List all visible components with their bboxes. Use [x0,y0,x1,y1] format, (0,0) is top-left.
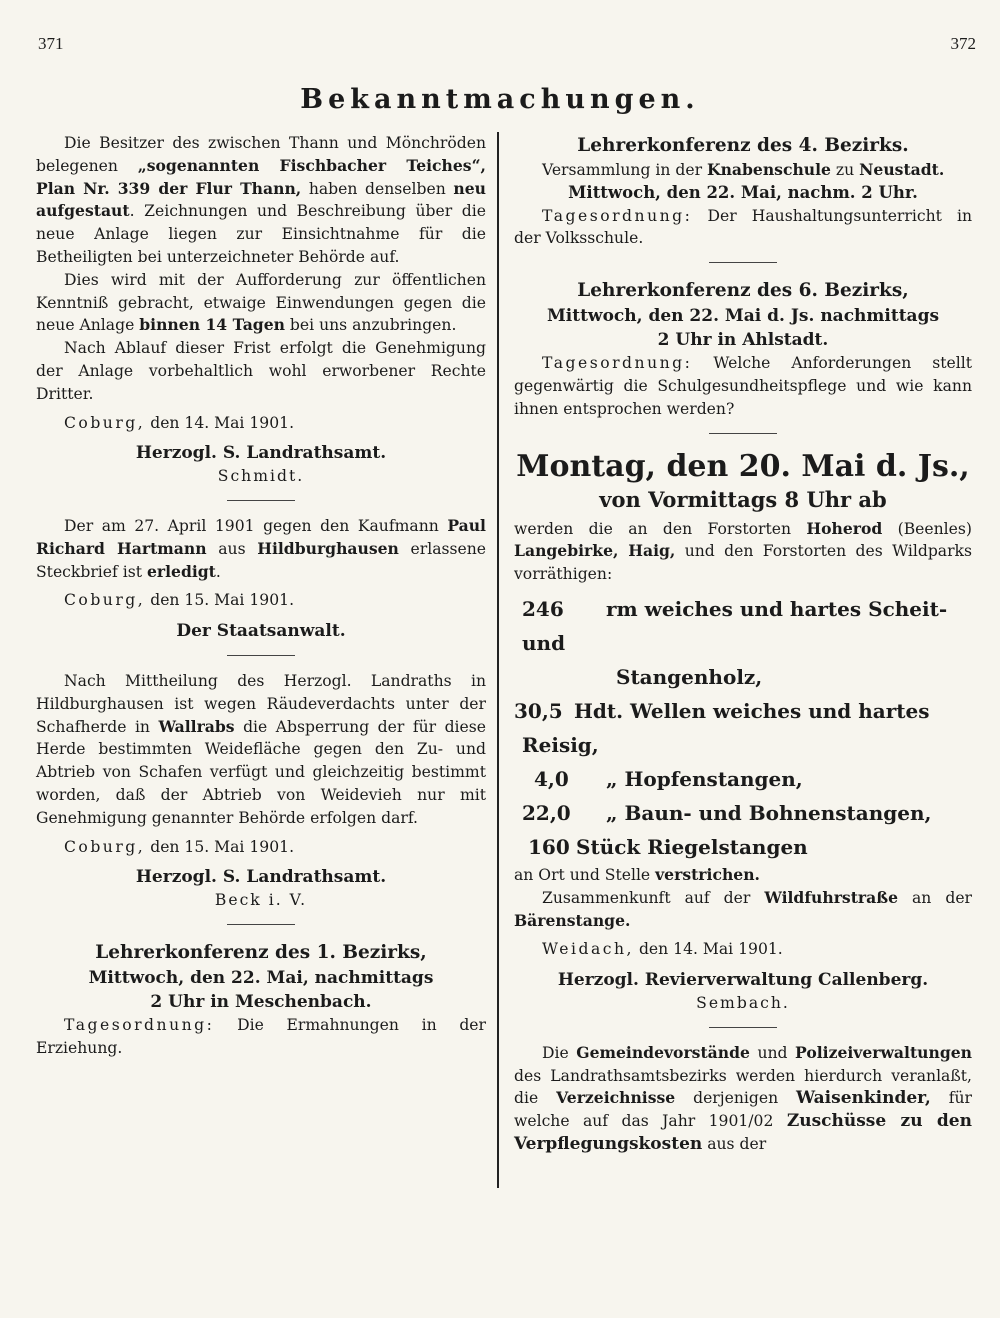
text-run: . Zeichnungen und Beschreibung über die neue Anlage liegen zur Einsichtnahme für die Betheiligten bei unterzeichneter Behörde auf. [36,202,486,266]
notice-paragraph [36,269,486,337]
bold-run: verstrichen. [655,864,760,884]
notice-lehrerkonferenz-1 [36,939,486,1060]
text-run: derjenigen [675,1089,797,1108]
agenda-label: Tagesordnung: [542,354,693,373]
bold-run: Gemeindevorstände [576,1042,750,1062]
notice-paragraph [514,864,972,887]
column-divider [497,132,499,1188]
text-run: Dies wird mit der Aufforderung zur öffentlichen Kenntniß gebracht, etwaige Einwendungen gegen die neue Anlage [36,270,486,335]
text-run: Nach Mittheilung des Herzogl. Landraths in Hildburghausen ist wegen Räudeverdachts unter der Schafherde in [36,671,486,736]
goods-item [522,592,972,660]
notice-heading: 2 Uhr in Ahlstadt. [657,330,829,351]
text-run: Die [542,1043,577,1062]
bold-run: neu aufgestaut [36,178,486,221]
place: Coburg, [64,837,146,856]
notice-lehrerkonferenz-6 [514,277,972,420]
authority: Herzogl. S. Landrathsamt. [135,443,387,464]
text-run: und [749,1043,796,1062]
bold-run: Paul Richard Hartmann [36,515,486,558]
place-date [36,412,486,435]
notice-paragraph [514,1042,972,1156]
notice-heading: 2 Uhr in Meschenbach. [150,991,372,1012]
bold-run: Langebirke, Haig, [514,541,676,561]
signer: Sembach. [696,993,790,1012]
date: den 14. Mai 1901. [633,940,783,959]
date: den 15. Mai 1901. [145,591,295,610]
section-divider [227,924,295,925]
notice-paragraph [36,132,486,269]
text-run: (Beenles) [882,519,972,538]
section-divider [709,1027,777,1028]
bold-run: Neustadt. [859,160,945,179]
notice-paragraph [514,887,972,933]
notice-heading: Lehrerkonferenz des 1. Bezirks, [95,941,427,963]
goods-description: „ Baun- und Bohnenstangen, [606,800,932,825]
place: Coburg, [64,413,146,432]
agenda-text: Die Ermahnungen in der Erziehung. [36,1015,486,1057]
text-run: Zusammenkunft auf der [542,888,765,907]
notice-paragraph [36,515,486,583]
agenda-label: Tagesordnung: [64,1015,215,1034]
text-run: werden die an den Forstorten [514,519,807,538]
text-run: die Absperrung der für diese Herde bestimmten Weidefläche gegen den Zu- und Abtrieb von Schafen verfügt und gleichzeitig bestimmt worden, daß der Abtrieb von Weidevieh nur mit Genehmigung genannter Behörde erfolgen darf. [36,717,486,827]
authority: Herzogl. Revierverwaltung Callenberg. [557,970,929,991]
goods-quantity: 160 [528,834,570,859]
text-run: Versammlung in der [542,161,708,179]
place-date [36,589,486,612]
text-run: des Landrathsamtsbezirks werden hierdurch veranlaßt, die [514,1066,972,1108]
goods-quantity: 22,0 [522,800,571,825]
place: Weidach, [542,940,634,959]
goods-item [522,762,972,796]
text-run: zu [830,161,860,179]
bold-run: Wildfuhrstraße [764,887,899,907]
text-run: aus der [702,1134,767,1153]
text-run: Der am 27. April 1901 gegen den Kaufmann [64,516,448,535]
notice-heading: Mittwoch, den 22. Mai d. Js. nachmittags [546,306,940,327]
notice-paragraph [514,159,972,182]
section-divider [709,433,777,434]
goods-description: „ Hopfenstangen, [606,766,803,791]
goods-description: rm weiches und hartes Scheit- und [522,596,948,655]
section-divider [709,262,777,263]
bold-run: Knabenschule [707,160,831,179]
text-run: an Ort und Stelle [514,865,656,884]
bold-run: Wallrabs [158,716,235,736]
notice-paragraph: Nach Ablauf dieser Frist erfolgt die Genehmigung der Anlage vorbehaltlich wohl erworbener Rechte Dritter. [36,339,486,403]
text-run: Die Besitzer des zwischen Thann und Mönchröden belegenen [36,134,486,175]
agenda-label: Tagesordnung: [542,206,693,225]
signer: Beck i. V. [214,891,308,910]
left-column [36,132,486,1060]
text-run: für welche auf das Jahr 1901/02 [514,1089,972,1131]
right-column [514,132,972,1156]
page-number-left: 371 [38,34,64,53]
notice-waisenkinder [514,1042,972,1156]
goods-quantity: 246 [522,596,564,621]
page-number-right: 372 [950,34,976,53]
notice-paragraph [514,518,972,586]
signer: Schmidt. [217,467,305,486]
goods-item [522,830,972,864]
agenda [36,1014,486,1060]
notice-heading: Mittwoch, den 22. Mai, nachmittags [88,967,434,988]
place-date [36,836,486,859]
notice-subheading: von Vormittags 8 Uhr ab [599,486,887,512]
page-title: Bekanntmachungen. [300,84,700,115]
text-run: an der [898,888,972,907]
text-run: . [215,562,221,581]
notice-fischbacher-teich [36,132,486,488]
goods-list [514,592,972,864]
bold-run: Hoherod [806,518,883,538]
notice-heading: Lehrerkonferenz des 4. Bezirks. [577,135,909,156]
notice-heading: Lehrerkonferenz des 6. Bezirks, [577,280,909,302]
section-divider [227,500,295,501]
text-run: erlassene Steckbrief ist [36,539,486,581]
notice-paragraph [36,670,486,830]
bold-run: Waisenkinder, [796,1088,931,1109]
goods-description: Stück Riegelstangen [576,834,808,859]
bold-run: erledigt [146,561,216,581]
agenda-text: Der Haushaltungsunterricht in der Volksschule. [514,206,972,248]
section-divider [227,655,295,656]
bold-run: „sogenannten Fischbacher Teiches“, Plan Nr. 339 der Flur Thann, [36,155,486,198]
text-run: und den Forstorten des Wildparks vorräthigen: [514,542,973,584]
bold-run: Verzeichnisse [556,1088,676,1108]
place-date [514,938,972,961]
agenda-text: Welche Anforderungen stellt gegenwärtig die Schulgesundheitspflege und wie kann ihnen entsprochen werden? [514,354,972,418]
bold-run: Bärenstange. [514,910,631,930]
goods-quantity: 4,0 [534,766,569,791]
goods-item-continuation: Stangenholz, [616,664,763,689]
text-run: aus [206,539,258,558]
notice-heading: Montag, den 20. Mai d. Js., [516,448,970,484]
agenda [514,352,972,420]
notice-holzverkauf [514,448,972,1015]
notice-schafherde [36,670,486,912]
goods-quantity: 30,5 [514,698,563,723]
notice-lehrerkonferenz-4 [514,132,972,250]
goods-description: Hdt. Wellen weiches und hartes Reisig, [522,698,930,757]
goods-item [522,796,972,830]
bold-run: Polizeiverwaltungen [795,1042,972,1062]
bold-run: Zuschüsse zu den Verpflegungskosten [514,1111,972,1154]
agenda [514,205,972,251]
meeting-time: Mittwoch, den 22. Mai, nachm. 2 Uhr. [568,182,918,202]
text-run: bei uns anzubringen. [284,316,457,335]
goods-item [514,694,972,762]
date: den 15. Mai 1901. [145,837,295,856]
authority: Der Staatsanwalt. [176,621,346,642]
bold-run: binnen 14 Tagen [139,315,285,335]
text-run: haben denselben [301,179,454,198]
place: Coburg, [64,591,146,610]
date: den 14. Mai 1901. [145,413,295,432]
notice-steckbrief [36,515,486,643]
bold-run: Hildburghausen [257,538,399,558]
authority: Herzogl. S. Landrathsamt. [135,867,387,888]
